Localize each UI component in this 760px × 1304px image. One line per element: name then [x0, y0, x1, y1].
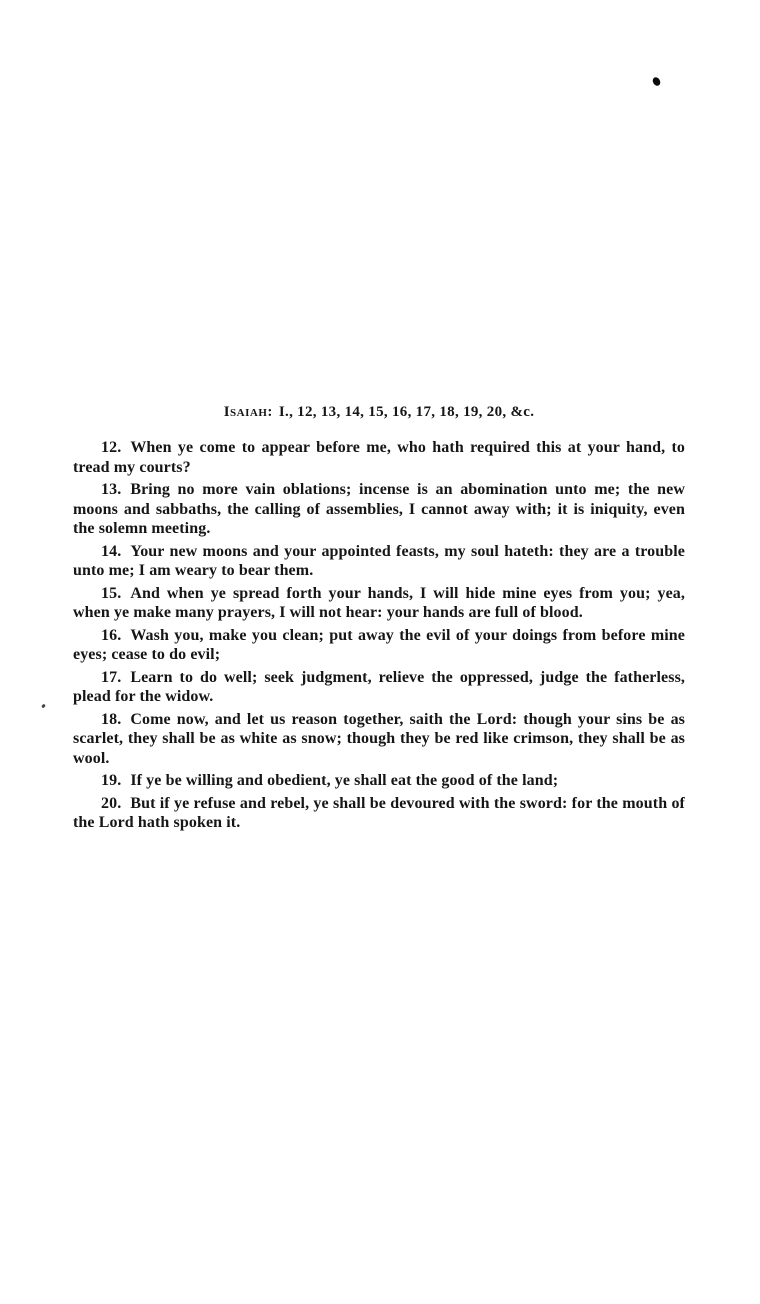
- verse-text: If ye be willing and obedient, ye shall eat the good of the land;: [130, 772, 559, 789]
- verse-text: Bring no more vain oblations; incense is an abomination unto me; the new moons and sabbaths, the calling of assemblies, I cannot away with; it is iniquity, even the solemn meeting.: [73, 481, 685, 537]
- ink-speck-icon: [651, 76, 662, 87]
- verse-paragraph-15: [73, 584, 685, 623]
- verse-text: But if ye refuse and rebel, ye shall be devoured with the sword: for the mouth of the Lord hath spoken it.: [73, 794, 685, 831]
- verse-number: 13.: [101, 481, 122, 498]
- verse-text: Your new moons and your appointed feasts, my soul hateth: they are a trouble unto me; I am weary to bear them.: [73, 542, 685, 579]
- verse-number: 19.: [101, 772, 122, 789]
- verse-text: When ye come to appear before me, who hath required this at your hand, to tread my courts?: [73, 439, 685, 476]
- verse-references: I., 12, 13, 14, 15, 16, 17, 18, 19, 20, &c.: [278, 404, 535, 420]
- verse-text: Learn to do well; seek judgment, relieve the oppressed, judge the fatherless, plead for the widow.: [73, 668, 685, 705]
- verse-number: 14.: [101, 542, 122, 560]
- ink-speck-small-icon: [41, 704, 46, 709]
- chapter-heading: [73, 404, 685, 421]
- verse-paragraph-18: [73, 710, 685, 769]
- verse-text: And when ye spread forth your hands, I will hide mine eyes from you; yea, when ye make many prayers, I will not hear: your hands are full of blood.: [73, 584, 685, 621]
- verse-paragraph-12: [73, 438, 685, 477]
- verse-number: 18.: [101, 710, 122, 728]
- verse-text: Come now, and let us reason together, saith the Lord: though your sins be as scarlet, they shall be as white as snow; though they be red like crimson, they shall be as wool.: [73, 710, 685, 767]
- verse-text: Wash you, make you clean; put away the evil of your doings from before mine eyes; cease to do evil;: [73, 626, 685, 663]
- verse-paragraph-17: [73, 668, 685, 707]
- text-block: [73, 404, 685, 836]
- verse-number: 12.: [101, 439, 122, 456]
- book-name: Isaiah:: [223, 404, 273, 420]
- verse-number: 20.: [101, 794, 122, 812]
- verse-paragraph-16: [73, 626, 685, 665]
- verse-paragraph-20: [73, 794, 685, 833]
- verse-number: 16.: [101, 626, 122, 644]
- verse-paragraph-14: [73, 542, 685, 581]
- verse-paragraph-13: [73, 480, 685, 539]
- verse-paragraph-19: [73, 771, 685, 791]
- verse-number: 15.: [101, 584, 122, 602]
- verse-number: 17.: [101, 668, 122, 686]
